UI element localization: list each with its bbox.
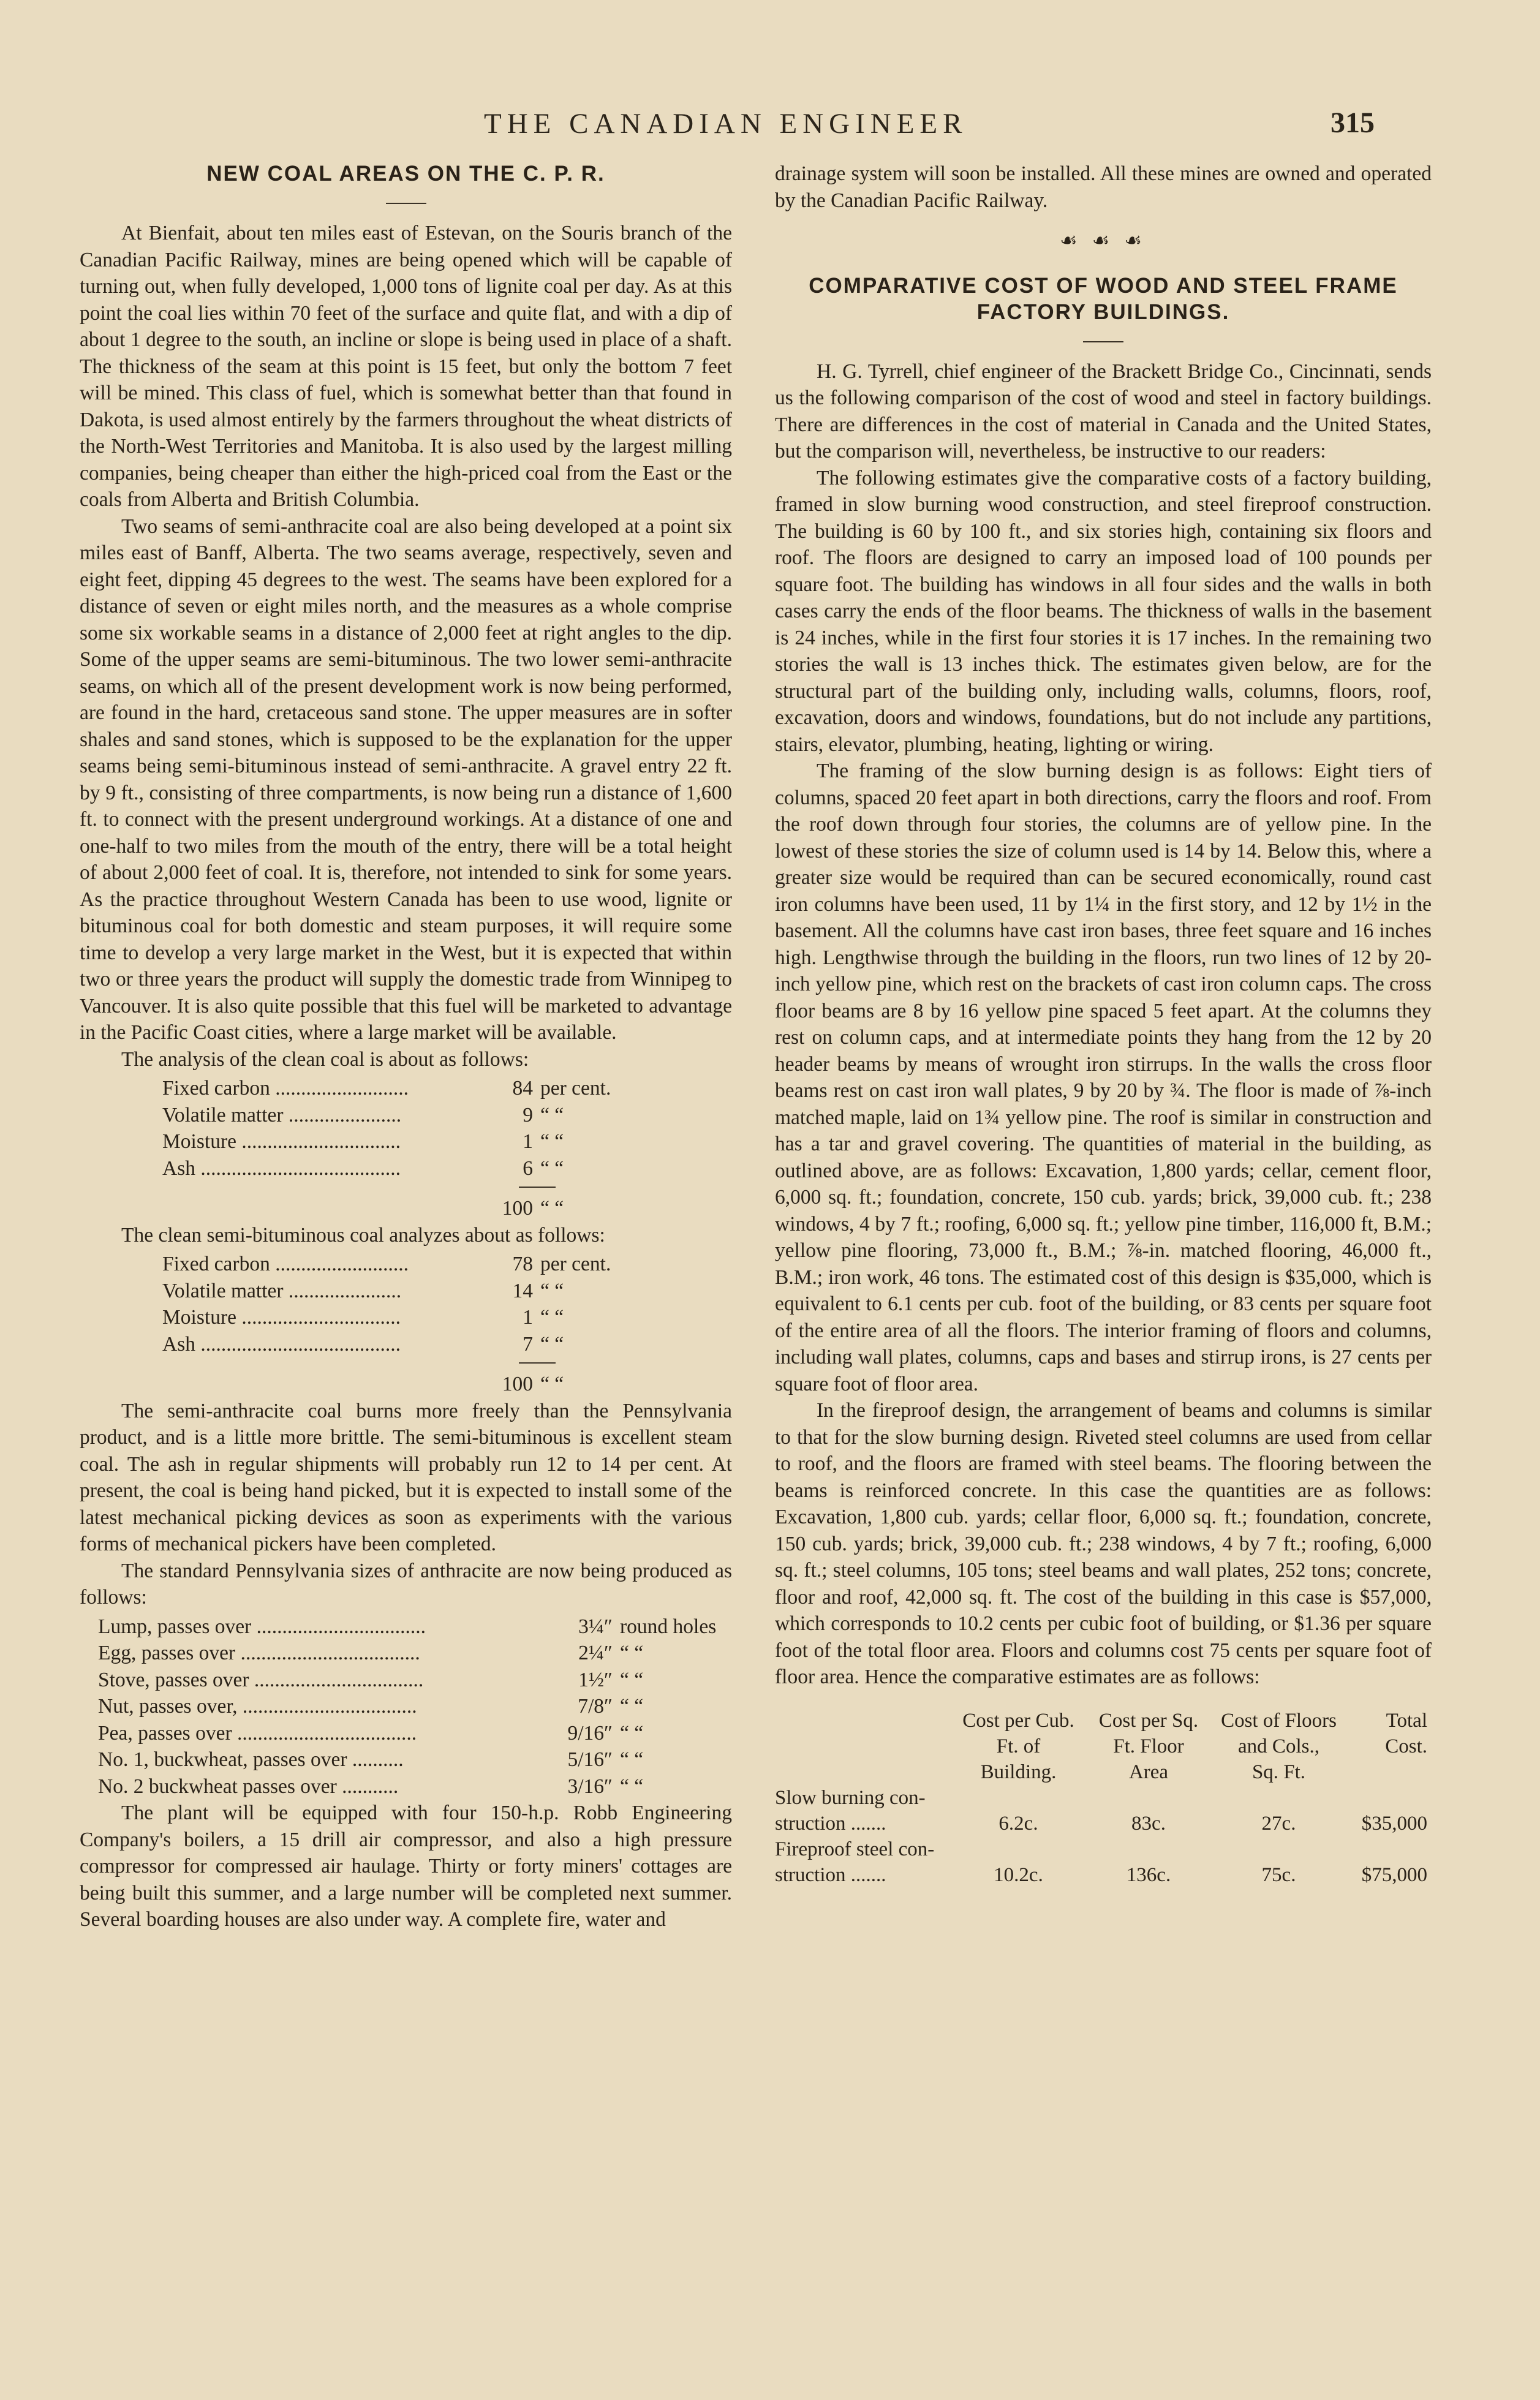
article-title-coal-areas: NEW COAL AREAS ON THE C. P. R.: [206, 162, 605, 186]
size-row: No. 2 buckwheat passes over ........... 3/16″ “ “: [98, 1775, 644, 1798]
table-header: [775, 1708, 1432, 1785]
sum-rule: [519, 1362, 556, 1364]
analysis-intro: The analysis of the clean coal is about as follows:: [121, 1047, 529, 1071]
paragraph: Two seams of semi-anthracite coal are also being developed at a point six miles east of Banff, Alberta. The two seams average, respectively, seven and eight feet, dipping 45 degrees to the west. The seams have been explored for a distance of seven or eight miles north, and the measures as a whole comprise some six workable seams in a distance of 2,000 feet at right angles to the dip. Some of the upper seams are semi-bituminous. The two lower semi-anthracite seams, on which all of the present development work is now being performed, are found in the hard, cretaceous sand stone. The upper measures are in softer shales and sand stones, which is supposed to be the explanation for the upper seams being semi-bituminous instead of semi-anthracite. A gravel entry 22 ft. by 9 ft., consisting of three compartments, is now being run a distance of 1,600 ft. to connect with the present underground workings. At a distance of one and one-half to two miles from the mouth of the entry, there will be a total height of about 2,000 feet of coal. It is, therefore, not intended to sink for some years. As the practice throughout Western Canada has been to use wood, lignite or bituminous coal for both domestic and steam purposes, it will require some time to develop a very large market in the West, but it is expected that within two or three years the product will supply the domestic trade from Winnipeg to Vancouver. It is also quite possible that this fuel will be marketed to advantage in the Pacific Coast cities, where a large market will be available.: [80, 515, 732, 1044]
column-header: [775, 1708, 949, 1785]
paragraph: In the fireproof design, the arrangement of beams and columns is similar to that for the slow burning design. Riveted steel columns are used from cellar to roof, and the floors are framed with steel beams. The flooring between the beams is reinforced concrete. In this case the quantities are as follows: Excavation, 1,800 cub. yards; cellar floor, 6,000 sq. ft.; foundation, concrete, 150 cub. yards; brick, 39,000 cub. ft.; 238 windows, 4 by 7 ft.; roofing, 6,000 sq. ft.; steel columns, 105 tons; steel beams and wall plates, 252 tons; concrete, floor and roof, 42,000 sq. ft. The cost of the building in this case is $57,000, which corresponds to 10.2 cents per cubic foot of building, or $1.36 per square foot of the total floor area. Floors and columns cost 75 cents per square foot of floor area. Hence the comparative estimates are as follows:: [775, 1399, 1432, 1688]
paragraph-continued: drainage system will soon be installed. All these mines are owned and operated by the Canadian Pacific Railway.: [775, 162, 1432, 212]
section-ornament: ☙ ☙ ☙: [1059, 229, 1147, 251]
size-row: Nut, passes over, .................................. 7/8″ “ “: [98, 1695, 644, 1718]
analysis-row: Ash ....................................... 6 “ “: [162, 1157, 564, 1180]
table-cell: $35,000: [1361, 1812, 1427, 1835]
analysis-row: Fixed carbon .......................... 84 per cent.: [162, 1077, 611, 1100]
analysis-intro: The clean semi-bituminous coal analyzes about as follows:: [121, 1223, 605, 1247]
right-column: [775, 160, 1432, 1888]
paragraph: The plant will be equipped with four 150-h.p. Robb Engineering Company's boilers, a 15 drill air compressor, and also a high pressure compressor for compressed air haulage. Thirty or forty miners' cottages are being built this summer, and a large number will be completed next summer. Several boarding houses are also under way. A complete fire, water and: [80, 1802, 732, 1931]
clean-coal-analysis: [80, 1075, 732, 1222]
paragraph: The framing of the slow burning design is as follows: Eight tiers of columns, spaced 20 feet apart in both directions, carry the floors and roof. From the roof down through four stories, the columns are of yellow pine. In the lowest of these stories the size of column used is 14 by 14. Below this, where a greater size would be required than can be secured economically, round cast iron columns have been used, 11 by 1¼ in the first story, and 12 by 1½ in the basement. All the columns have cast iron bases, three feet square and 16 inches high. Lengthwise through the building in the floors, run two lines of 12 by 20-inch yellow pine, which rest on the brackets of cast iron column caps. The cross floor beams are 8 by 16 yellow pine spaced 5 feet apart. At the columns they rest on column caps, and at intermediate points they hang from the 12 by 20 header beams by means of wrought iron stirrups. In the walls the cross floor beams rest on cast iron wall plates, 9 by 20 by ¾. The floor is made of ⅞-inch matched maple, laid on 1¾ yellow pine. The roof is similar in construction and has a tar and gravel covering. The quantities of material in the building, as outlined above, are as follows: Excavation, 1,800 yards; cellar, cement floor, 6,000 sq. ft.; foundation, concrete, 150 cub. yards; brick, 39,000 cub. ft.; 238 windows, 4 by 7 ft.; roofing, 6,000 sq. ft.; yellow pine timber, 116,000 ft, B.M.; yellow pine flooring, 73,000 ft., B.M.; ⅞-in. matched flooring, 46,000 ft., B.M.; iron work, 46 tons. The estimated cost of this design is $35,000, which is equivalent to 6.1 cents per cub. foot of the building, or 83 cents per square foot of the entire area of all the floors. The interior framing of floors and columns, including wall plates, columns, caps and bases and stirrup irons, is 27 cents per square foot of floor area.: [775, 760, 1432, 1395]
paragraph: The semi-anthracite coal burns more freely than the Pennsylvania product, and is a little more brittle. The semi-bituminous is excellent steam coal. The ash in regular shipments will probably run 12 to 14 per cent. At present, the coal is being hand picked, but it is expected to install some of the latest mechanical picking devices as soon as experiments with the various forms of mechanical pickers have been completed.: [80, 1399, 732, 1555]
sum-rule: [519, 1187, 556, 1188]
analysis-row: Moisture ............................... 1 “ “: [162, 1306, 564, 1329]
analysis-row: Volatile matter ...................... 9 “ “: [162, 1103, 564, 1126]
cost-comparison-table: [775, 1708, 1432, 1888]
running-title: THE CANADIAN ENGINEER: [484, 108, 968, 140]
semi-bituminous-analysis: [80, 1251, 732, 1398]
size-row: Stove, passes over ................................. 1½″ “ “: [98, 1668, 644, 1691]
size-row: No. 1, buckwheat, passes over .......... 5/16″ “ “: [98, 1748, 644, 1771]
table-cell: 136c.: [1126, 1863, 1171, 1886]
page-header: [0, 107, 1540, 144]
table-cell: 27c.: [1261, 1812, 1296, 1835]
table-cell: $75,000: [1361, 1863, 1427, 1886]
page-number: 315: [1331, 107, 1375, 139]
size-row: Lump, passes over ................................. 3¼″ round holes: [98, 1615, 717, 1638]
table-row: [775, 1836, 1432, 1888]
analysis-total: 100 “ “: [502, 1373, 564, 1395]
paragraph: At Bienfait, about ten miles east of Estevan, on the Souris branch of the Canadian Pacific Railway, mines are being opened which will be capable of turning out, when fully developed, 1,000 tons of lignite coal per day. As at this point the coal lies within 70 feet of the surface and quite flat, and with a dip of about 1 degree to the south, an incline or slope is being used in place of a shaft. The thickness of the seam at this point is 15 feet, but only the bottom 7 feet will be mined. This class of fuel, which is somewhat better than that found in Dakota, is used almost entirely by the farmers throughout the wheat districts of the North-West Territories and Manitoba. It is also used by the largest milling companies, being cheaper than either the high-priced coal from the East or the coals from Alberta and British Columbia.: [80, 222, 732, 511]
row-label: Fireproof steel con- struction .......: [775, 1838, 935, 1886]
size-row: Egg, passes over ................................... 2¼″ “ “: [98, 1642, 644, 1664]
column-header: Cost per Cub. Ft. of Building.: [962, 1709, 1074, 1783]
table-cell: 10.2c.: [994, 1863, 1043, 1886]
analysis-row: Ash ....................................... 7 “ “: [162, 1332, 564, 1356]
left-column: [80, 160, 732, 1933]
analysis-row: Moisture ............................... 1 “ “: [162, 1130, 564, 1153]
column-header: Total Cost.: [1385, 1709, 1427, 1757]
table-row: [775, 1785, 1432, 1836]
size-row: Pea, passes over ................................... 9/16″ “ “: [98, 1721, 644, 1745]
analysis-total: 100 “ “: [502, 1197, 564, 1220]
anthracite-sizes: [80, 1613, 732, 1800]
table-cell: 75c.: [1261, 1863, 1296, 1886]
table-cell: 83c.: [1131, 1812, 1166, 1835]
table-cell: 6.2c.: [998, 1812, 1038, 1835]
title-rule: [1083, 341, 1123, 342]
analysis-row: Volatile matter ...................... 14 “ “: [162, 1279, 564, 1302]
paragraph: The following estimates give the comparative costs of a factory building, framed in slow burning wood construction, and steel fireproof construction. The building is 60 by 100 ft., and six stories high, containing six floors and roof. The floors are designed to carry an imposed load of 100 pounds per square foot. The building has windows in all four sides and the walls in both cases carry the ends of the floor beams. The thickness of walls in the basement is 24 inches, while in the first four stories it is 17 inches. In the remaining two stories the wall is 13 inches thick. The estimates given below, are for the structural part of the building only, including walls, columns, floors, roof, excavation, doors and windows, foundations, but do not include any partitions, stairs, elevator, plumbing, heating, lighting or wiring.: [775, 466, 1432, 756]
paragraph: H. G. Tyrrell, chief engineer of the Brackett Bridge Co., Cincinnati, sends us the following comparison of the cost of wood and steel in factory buildings. There are differences in the cost of material in Canada and the United States, but the comparison will, nevertheless, be instructive to our readers:: [775, 360, 1432, 462]
analysis-row: Fixed carbon .......................... 78 per cent.: [162, 1253, 611, 1275]
column-header: Cost per Sq. Ft. Floor Area: [1098, 1709, 1199, 1783]
title-rule: [386, 203, 426, 204]
sizes-intro: The standard Pennsylvania sizes of anthracite are now being produced as follows:: [80, 1559, 732, 1609]
column-header: Cost of Floors and Cols., Sq. Ft.: [1221, 1709, 1337, 1783]
article-title-comparative-cost: COMPARATIVE COST OF WOOD AND STEEL FRAME FACTORY BUILDINGS.: [809, 273, 1398, 324]
row-label: Slow burning con- struction .......: [775, 1786, 926, 1835]
